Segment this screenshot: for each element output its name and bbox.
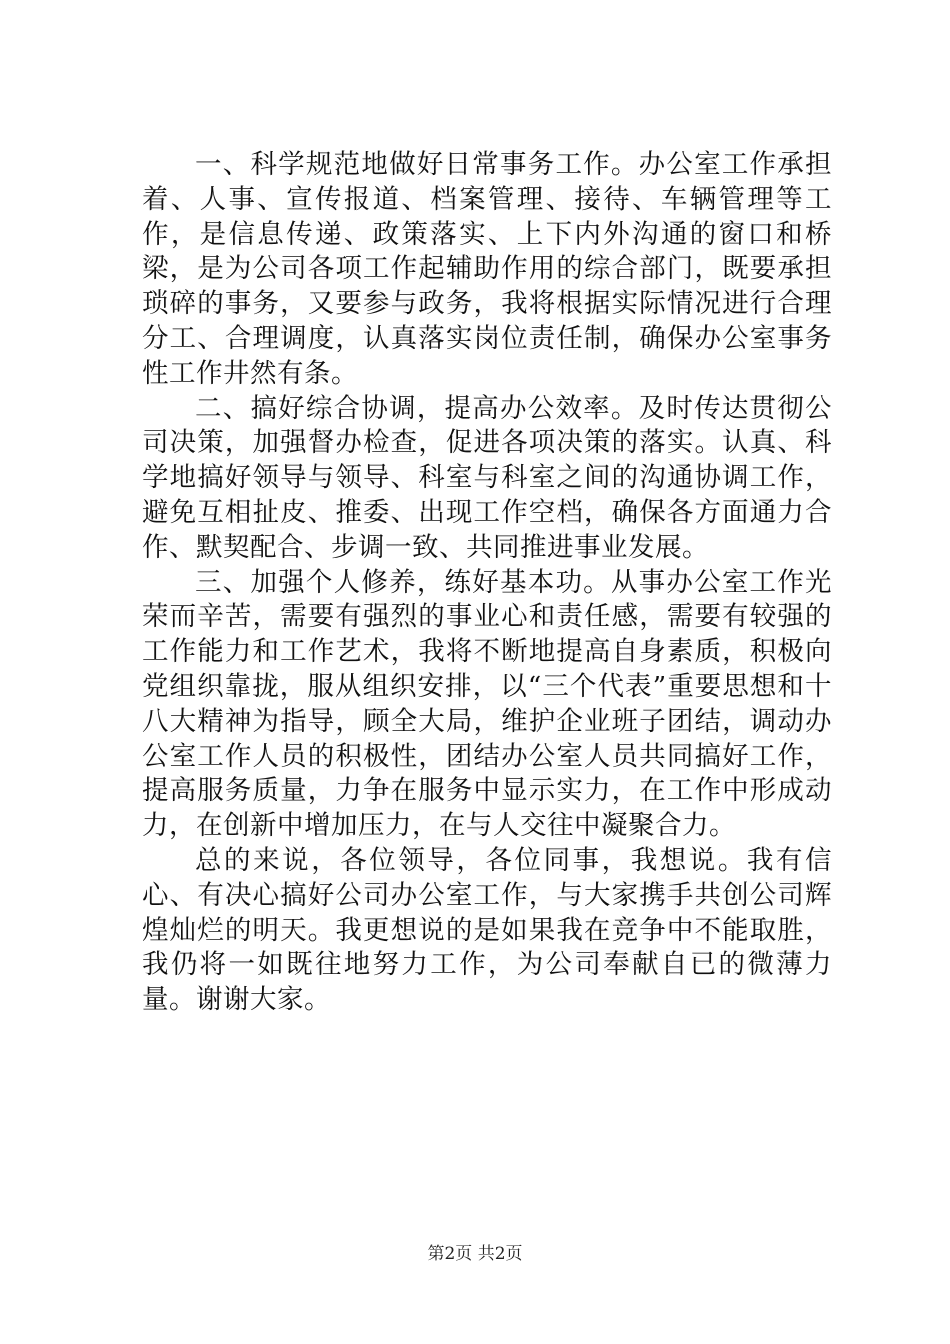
paragraph-self-cultivation: 三、加强个人修养，练好基本功。从事办公室工作光荣而辛苦，需要有强烈的事业心和责任感，需要有较强的工作能力和工作艺术，我将不断地提高自身素质，积极向党组织靠拢，服从组织安排，以“三个代表”重要思想和十八大精神为指导，顾全大局，维护企业班子团结，调动办公室工作人员的积极性，团结办公室人员共同搞好工作，提高服务质量，力争在服务中显示实力，在工作中形成动力，在创新中增加压力，在与人交往中凝聚合力。: [142, 566, 832, 842]
paragraph-daily-affairs: 一、科学规范地做好日常事务工作。办公室工作承担着、人事、宣传报道、档案管理、接待、车辆管理等工作，是信息传递、政策落实、上下内外沟通的窗口和桥梁，是为公司各项工作起辅助作用的综合部门，既要承担琐碎的事务，又要参与政务，我将根据实际情况进行合理分工、合理调度，认真落实岗位责任制，确保办公室事务性工作井然有条。: [142, 149, 832, 389]
paragraph-coordination: 二、搞好综合协调，提高办公效率。及时传达贯彻公司决策，加强督办检查，促进各项决策的落实。认真、科学地搞好领导与领导、科室与科室之间的沟通协调工作，避免互相扯皮、推委、出现工作空档，确保各方面通力合作、默契配合、步调一致、共同推进事业发展。: [142, 392, 832, 563]
document-body: [142, 148, 832, 1018]
page-footer: 第2页 共2页: [427, 1244, 523, 1264]
paragraph-conclusion: 总的来说，各位领导，各位同事，我想说。我有信心、有决心搞好公司办公室工作，与大家携手共创公司辉煌灿烂的明天。我更想说的是如果我在竞争中不能取胜，我仍将一如既往地努力工作，为公司奉献自已的微薄力量。谢谢大家。: [142, 844, 832, 1016]
